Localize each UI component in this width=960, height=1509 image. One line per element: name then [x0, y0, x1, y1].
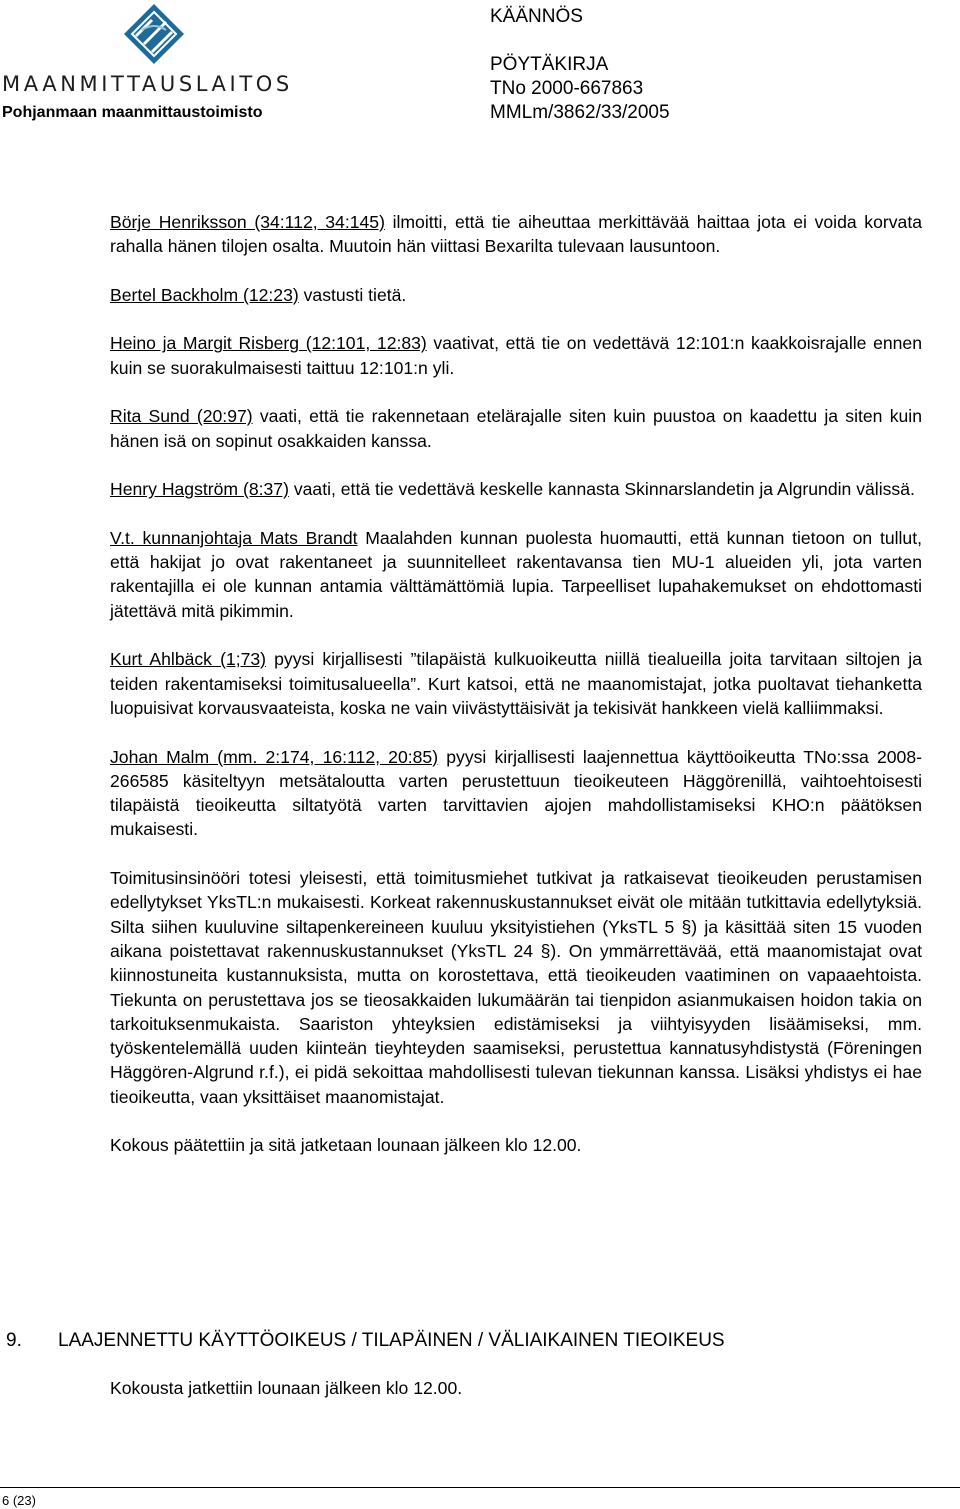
paragraph	[110, 210, 922, 259]
section-number: 9.	[6, 1330, 22, 1351]
paragraph	[110, 477, 922, 501]
paragraph-text: ilmoitti, että tie aiheuttaa merkittävää haittaa jota ei voida korvata rahalla hänen tilojen osalta. Muutoin hän viittasi Bexarilta tulevaan lausuntoon.	[110, 212, 922, 257]
paragraph	[110, 745, 922, 842]
page-number: 6 (23)	[2, 1493, 36, 1508]
speaker-name: Rita Sund (20:97)	[110, 406, 253, 427]
section-title: LAAJENNETTU KÄYTTÖOIKEUS / TILAPÄINEN / VÄLIAIKAINEN TIEOIKEUS	[58, 1330, 725, 1351]
paragraph	[110, 404, 922, 453]
paragraph-text: Maalahden kunnan puolesta huomautti, että kunnan tietoon on tullut, että hakijat jo ovat rakentaneet ja suunnitelleet rakentavansa tien MU-1 alueiden yli, jota varten rakentajilla ei ole kunnan antamia välttämättömiä lupia. Tarpeelliset lupahakemukset on ehdottomasti jätettävä mitä pikimmin.	[110, 527, 922, 621]
speaker-name: Kurt Ahlbäck (1;73)	[110, 649, 267, 670]
paragraph	[110, 1133, 922, 1157]
reference-number: MMLm/3862/33/2005	[490, 102, 670, 123]
speaker-name: Henry Hagström (8:37)	[110, 479, 289, 500]
paragraph-text: pyysi kirjallisesti ”tilapäistä kulkuoikeutta niillä tiealueilla joita tarvitaan siltojen ja teiden rakentamiseksi toimitusalueella”. Kurt katsoi, että ne maanomistajat, jotka puoltavat tiehanketta luopuisivat korvausvaateista, koska ne vain viivästyttäisivät ja tekisivät hankkeen vielä kalliimmaksi.	[110, 649, 922, 718]
speaker-name: Johan Malm (mm. 2:174, 16:112, 20:85)	[110, 746, 439, 767]
speaker-name: Bertel Backholm (12:23)	[110, 284, 299, 305]
paragraph	[110, 283, 922, 307]
document-label: KÄÄNNÖS	[490, 6, 583, 27]
paragraph-text: Kokous päätettiin ja sitä jatketaan lounaan jälkeen klo 12.00.	[110, 1135, 582, 1156]
document-type: PÖYTÄKIRJA	[490, 54, 609, 75]
speaker-name: V.t. kunnanjohtaja Mats Brandt	[110, 527, 358, 548]
footer-divider	[0, 1487, 960, 1488]
speaker-name: Börje Henriksson (34:112, 34:145)	[110, 212, 385, 232]
maanmittauslaitos-logo-icon	[122, 2, 186, 66]
paragraph-text: vaativat, että tie on vedettävä 12:101:n kaakkoisrajalle ennen kuin se suorakulmaisesti taittuu 12:101:n yli.	[110, 333, 922, 378]
paragraph-text: vaati, että tie rakennetaan etelärajalle siten kuin puustoa on kaadettu ja siten kuin hänen isä on sopinut osakkaiden kanssa.	[110, 406, 922, 451]
paragraph	[110, 866, 922, 1109]
minutes-body	[110, 210, 922, 1182]
paragraph	[110, 331, 922, 380]
organization-name: MAANMITTAUSLAITOS	[2, 72, 293, 96]
paragraph	[110, 647, 922, 720]
paragraph-text: pyysi kirjallisesti laajennettua käyttöoikeutta TNo:ssa 2008-266585 käsiteltyyn metsätaloutta varten perustettuun tieoikeuteen Häggörenillä, vaihtoehtoisesti tilapäistä tieoikeutta siltatyötä varten tarvittavien ajojen mahdollistamiseksi KHO:n päätöksen mukaisesti.	[110, 746, 922, 840]
section-paragraph: Kokousta jatkettiin lounaan jälkeen klo 12.00.	[110, 1378, 463, 1398]
paragraph	[110, 526, 922, 623]
paragraph-text: vastusti tietä.	[298, 284, 407, 305]
office-name: Pohjanmaan maanmittaustoimisto	[2, 104, 263, 121]
paragraph-text: Toimitusinsinööri totesi yleisesti, että toimitusmiehet tutkivat ja ratkaisevat tieoikeuden perustamisen edellytykset YksTL:n mukaisesti. Korkeat rakennuskustannukset eivät ole mitään tutkittavia edellytyksiä. Silta siihen kuuluvine siltapenkereineen kuuluu yksityistiehen (YksTL 5 §) ja käsittää siten 15 vuoden aikana poistettavat rakennuskustannukset (YksTL 24 §). On ymmärrettävää, että maanomistajat ovat kiinnostuneita kustannuksista, mutta on korostettava, että tieoikeuden vaatiminen on vapaaehtoista. Tiekunta on perustettava jos se tieosakkaiden lukumäärän tai tienpidon asianmukaisen hoidon takia on tarkoituksenmukaista. Saariston yhteyksien edistämiseksi ja viihtyisyyden lisäämiseksi, mm. työskentelemällä uuden kiinteän tieyhteyden saamiseksi, perustettua kannatusyhdistystä (Föreningen Häggören-Algrund r.f.), ei pidä sekoittaa mahdollisesti tulevan tiekunnan kanssa. Lisäksi yhdistys ei hae tieoikeutta, vaan yksittäiset maanomistajat.	[110, 868, 922, 1107]
case-number: TNo 2000-667863	[490, 78, 644, 99]
paragraph-text: vaati, että tie vedettävä keskelle kannasta Skinnarslandetin ja Algrundin välissä.	[288, 479, 915, 500]
section-heading	[6, 1330, 725, 1352]
speaker-name: Heino ja Margit Risberg (12:101, 12:83)	[110, 333, 427, 354]
